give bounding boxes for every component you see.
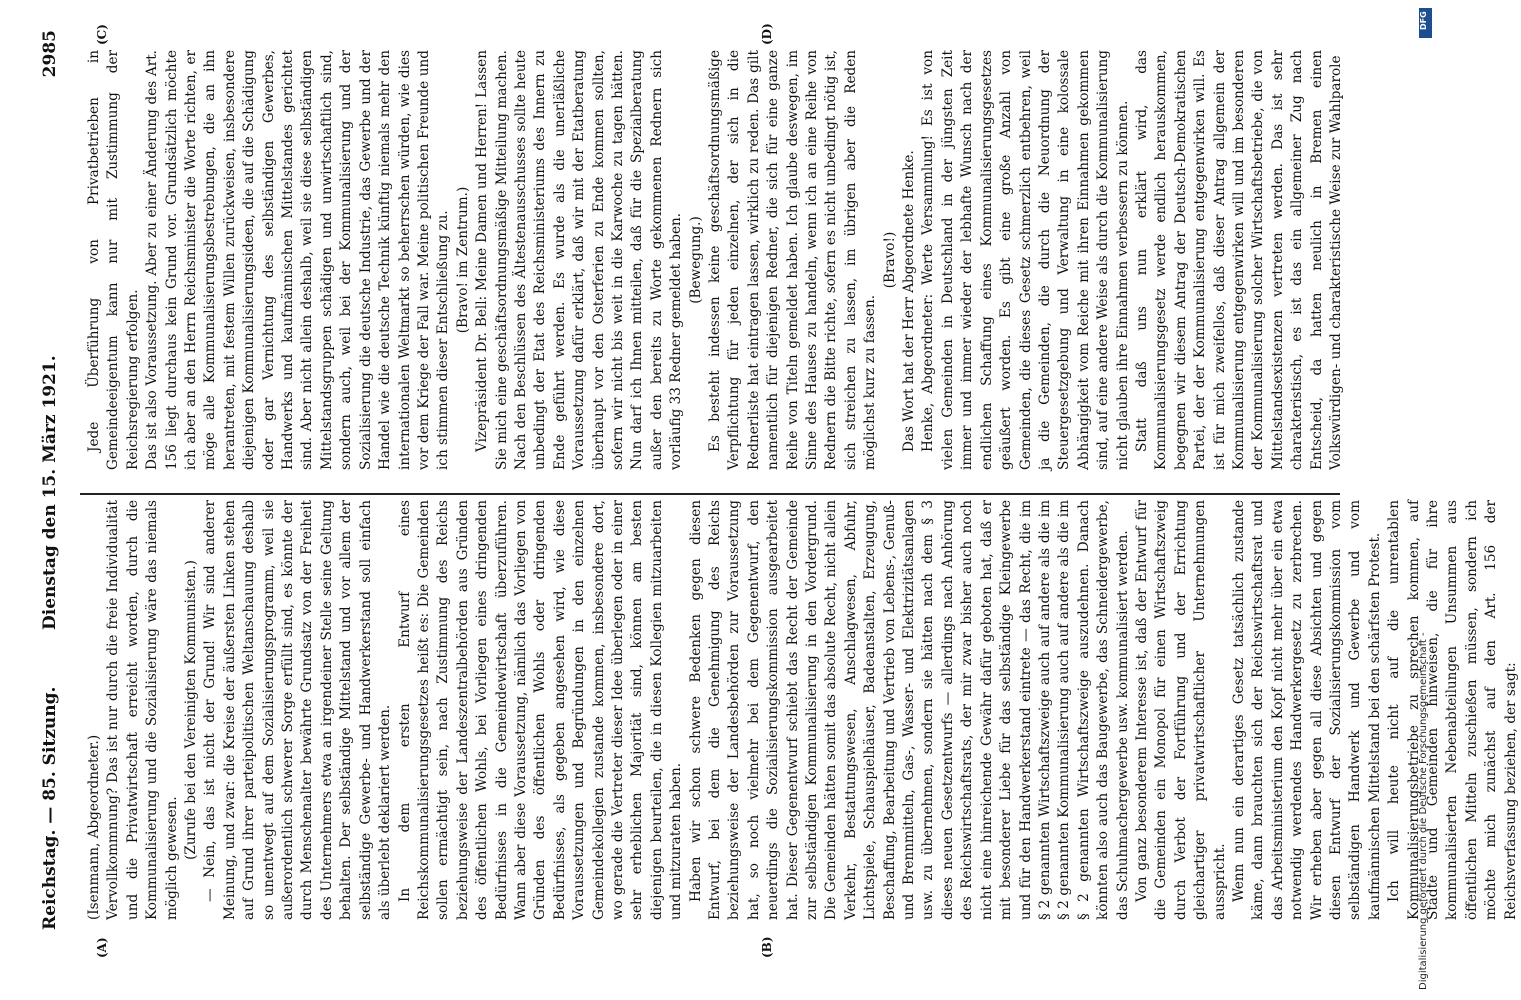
interjection: (Bravo! im Zentrum.)	[454, 186, 471, 334]
dfg-logo: DFG	[1419, 8, 1432, 38]
margin-marker-a: (A)	[95, 937, 109, 958]
paragraph: Wenn nun ein derartiges Gesetz tatsächlich zustande käme, dann brauchten sich der Reichswirtschaftsrat und das Arbeitsministerium den Kopf nicht mehr über ein etwa notwendig werdendes Handwerkergesetz zu zerbrechen. Wir erheben aber gegen all diese Absichten und gegen diesen Entwurf der Sozialisierungskommission vom selbständigen Handwerk und Gewerbe und vom kaufmännischen Mittelstand bei den schärfsten Protest.	[1230, 500, 1383, 920]
margin-marker-d: (D)	[760, 23, 774, 45]
paragraph: Vizepräsident Dr. Bell: Meine Damen und Herren! Lassen Sie mich eine geschäftsordnungsmäßige Mitteilung machen. Nach den Beschlüssen des Ältestenausschusses sollte heute unbedingt der Etat des Reichsministeriums des Innern zu Ende geführt werden. Es wurde als die unerläßliche Voraussetzung dafür erklärt, daß wir mit der Etatberatung überhaupt vor den Osterferien zu Ende kommen sollten, sofern wir nicht bis weit in die Karwoche zu tagen hätten. Nun darf ich Ihnen mitteilen, daß für die Spezialberatung außer den bereits zu Worte gekommenen Rednern sich vorläufig 33 Redner gemeldet haben.	[474, 50, 685, 470]
paragraph: Vervollkommnung? Das ist nur durch die freie Individualität und die Privatwirtschaft erreicht worden, durch die Kommunalisierung und die Sozialisierung wäre das niemals möglich gewesen.	[105, 500, 180, 920]
page-header	[40, 30, 70, 930]
header-session: Reichstag. — 85. Sitzung.	[40, 686, 60, 930]
paragraph: Ich will heute nicht auf die unrentablen Kommunalisierungsbetriebe zu sprechen kommen, auf Städte und Gemeinden hinweisen, die für ihre kommunalisierten Nebenabteilungen Unsummen aus öffentlichen Mitteln zuschießen müssen, sondern ich möchte mich zunächst auf den Art. 156 der Reichsverfassung beziehen, der sagt:	[1386, 500, 1519, 920]
paragraph: In dem ersten Entwurf eines Reichskommunalisierungsgesetzes heißt es: Die Gemeinden sollen ermächtigt sein, nach Zustimmung des Reichs beziehungsweise der Landeszentralbehörden aus Gründen des öffentlichen Wohls, bei Vorliegen eines dringenden Bedürfnisses in die Gemeindewirtschaft überzuführen. Wann aber diese Voraussetzung, nämlich das Vorliegen von Gründen des öffentlichen Wohls oder dringenden Bedürfnisses, als gegeben angesehen wird, wie diese Voraussetzungen und Begründungen in den einzelnen Gemeindekollegien zustande kommen, insbesondere dort, wo gerade die Vertreter dieser Idee überlegen oder in einer sehr erheblichen Majorität sind, können am besten diejenigen beurteilen, die in diesen Kollegien mitzuarbeiten und mitzuraten haben.	[396, 500, 685, 920]
margin-marker-c: (C)	[95, 24, 109, 45]
paragraph: Das ist also Voraussetzung. Aber zu einer Änderung des Art. 156 liegt durchaus kein Grund vor. Grundsätzlich möchte ich aber an den Herrn Reichsminister die Worte richten, er möge alle Kommunalisierungsbestrebungen, die an ihn herantreten, mit festem Willen zurückweisen, insbesondere diejenigen Kommunalisierungsideen, die auf die Schädigung oder gar Vernichtung des selbständigen Gewerbes, Handwerks und kaufmännischen Mittelstandes gerichtet sind. Aber nicht allein deshalb, weil sie diese selbständigen Mittelstandsgruppen schädigen und unwirtschaftlich sind, sondern auch, weil bei der Kommunalisierung und der Sozialisierung die deutsche Industrie, das Gewerbe und der Handel wie die deutsche Technik künftig niemals mehr den internationalen Weltmarkt so beherrschen würden, wie dies vor dem Kriege der Fall war. Meine politischen Freunde und ich stimmen dieser Entschließung zu.	[144, 50, 452, 470]
interjection: (Bravo!)	[881, 231, 898, 289]
quote-paragraph: Jede Überführung von Privatbetrieben in Gemeindeeigentum kann nur mit Zustimmung der Reichsregierung erfolgen.	[86, 50, 141, 470]
paragraph: Statt daß uns nun erklärt wird, das Kommunalisierungsgesetz werde endlich herauskommen, begegnen wir diesem Antrag der Deutsch-Demokratischen Partei, der der Kommunalisierung entgegenwirken will. Es ist für mich zweifellos, daß dieser Antrag allgemein der Kommunalisierung entgegenwirken will und im besonderen der Kommunalisierung solcher Wirtschaftsbetriebe, die von Mittelstandsexistenzen vertreten werden. Das ist sehr charakteristisch, es ist das ein allgemeiner Zug nach Entscheid, da hatten neulich in Bremen einen Volkswürdigen- und charakteristische Weise zur Wahlparole	[1133, 50, 1344, 470]
paragraph: Das Wort hat der Herr Abgeordnete Henke.	[901, 150, 918, 452]
interjection: (Bewegung.)	[687, 216, 704, 304]
column-divider	[80, 493, 1340, 495]
paragraph: Es besteht indessen keine geschäftsordnungsmäßige Verpflichtung für jeden einzelnen, der sich in die Rednerliste hat eintragen lassen, wirklich zu reden. Das gilt namentlich für diejenigen Redner, die sich für eine ganze Reihe von Titeln gemeldet haben. Ich glaube deswegen, im Sinne des Hauses zu handeln, wenn ich an eine Reihe von Rednern die Bitte richte, sofern es nicht unbedingt nötig ist, sich streichen zu lassen, im übrigen aber die Reden möglichst kurz zu fassen.	[707, 50, 879, 470]
speaker-line: (Isenmann, Abgeordneter.)	[86, 734, 102, 920]
paragraph: Henke, Abgeordneter: Werte Versammlung! Es ist von vielen Gemeinden in Deutschland in der jüngsten Zeit immer und immer wieder der lebhafte Wunsch nach der endlichen Schaffung eines Kommunalisierungsgesetzes geäußert worden. Es gibt eine große Anzahl von Gemeinden, die dieses Gesetz schmerzlich entbehren, weil ja die Gemeinden, die durch die Neuordnung der Steuergesetzgebung und Verwaltung in eine kolossale Abhängigkeit vom Reiche mit ihren Einnahmen gekommen sind, auf eine andere Weise als durch die Kommunalisierung nicht glauben ihre Einnahmen verbessern zu können.	[920, 50, 1131, 470]
paragraph: — Nein, das ist nicht der Grund! Wir sind anderer Meinung, und zwar: die Kreise der äußersten Linken stehen auf Grund ihrer parteipolitischen Weltanschauung deshalb so unentwegt auf dem Sozialisierungsprogramm, weil sie außerordentlich schwerer Sorge erfüllt sind, es könnte der durch Menschenalter bewährte Grundsatz von der Freiheit des Unternehmers etwa an irgendeiner Stelle seine Geltung behalten. Der selbständige Mittelstand und vor allem der selbständige Gewerbe- und Handwerkerstand soll einfach als überlebt deklariert werden.	[202, 500, 394, 920]
right-column	[85, 50, 1345, 470]
digitization-note	[1418, 10, 1432, 990]
digitization-text: Digitalisierung gefördert durch die Deutsche Forschungsgemeinschaft -	[1418, 632, 1429, 990]
page-number: 2985	[40, 30, 60, 78]
interjection: (Zurufe bei den Vereinigten Kommunisten.)	[183, 560, 200, 860]
margin-marker-b: (B)	[760, 936, 774, 958]
header-date: Dienstag den 15. März 1921.	[40, 355, 60, 630]
paragraph: Von ganz besonderem Interesse ist, daß der Entwurf für die Gemeinden ein Monopol für einen Wirtschaftszweig durch Verbot der Fortführung und der Errichtung gleichartiger privatwirtschaftlicher Unternehmungen ausspricht.	[1133, 500, 1228, 920]
paragraph: Haben wir schon schwere Bedenken gegen diesen Entwurf, bei dem die Genehmigung des Reichs beziehungsweise der Landesbehörden zur Voraussetzung hat, so noch vielmehr bei dem Gegenentwurf, den neuerdings die Sozialisierungskommission ausgearbeitet hat. Dieser Gegenentwurf schiebt das Recht der Gemeinde zur selbständigen Kommunalisierung in den Vordergrund. Die Gemeinden hätten somit das absolute Recht, nicht allein Verkehr, Bestattungswesen, Anschlagwesen, Abfuhr, Lichtspiele, Schauspielhäuser, Badeanstalten, Erzeugung, Beschaffung, Bearbeitung und Vertrieb von Lebens-, Genuß- und Brennmitteln, Gas-, Wasser- und Elektrizitätsanlagen usw. zu übernehmen, sondern sie hätten nach dem § 3 dieses neuen Gesetzentwurfs — allerdings nach Anhörung des Reichswirtschaftsrats, der mir zwar bisher auch noch nicht eine hinreichende Gewähr dafür geboten hat, daß er mit besonderer Liebe für das selbständige Kleingewerbe und für den Handwerkerstand eintrete — das Recht, die im § 2 genannten Wirtschaftszweige auch auf andere als die im § 2 genannten Kommunalisierung auch auf andere als die im § 2 genannten Wirtschaftszweige auszudehnen. Danach könnten also auch das Baugewerbe, das Schneidergewerbe, das Schuhmachergewerbe usw. kommunalisiert werden.	[687, 500, 1131, 920]
